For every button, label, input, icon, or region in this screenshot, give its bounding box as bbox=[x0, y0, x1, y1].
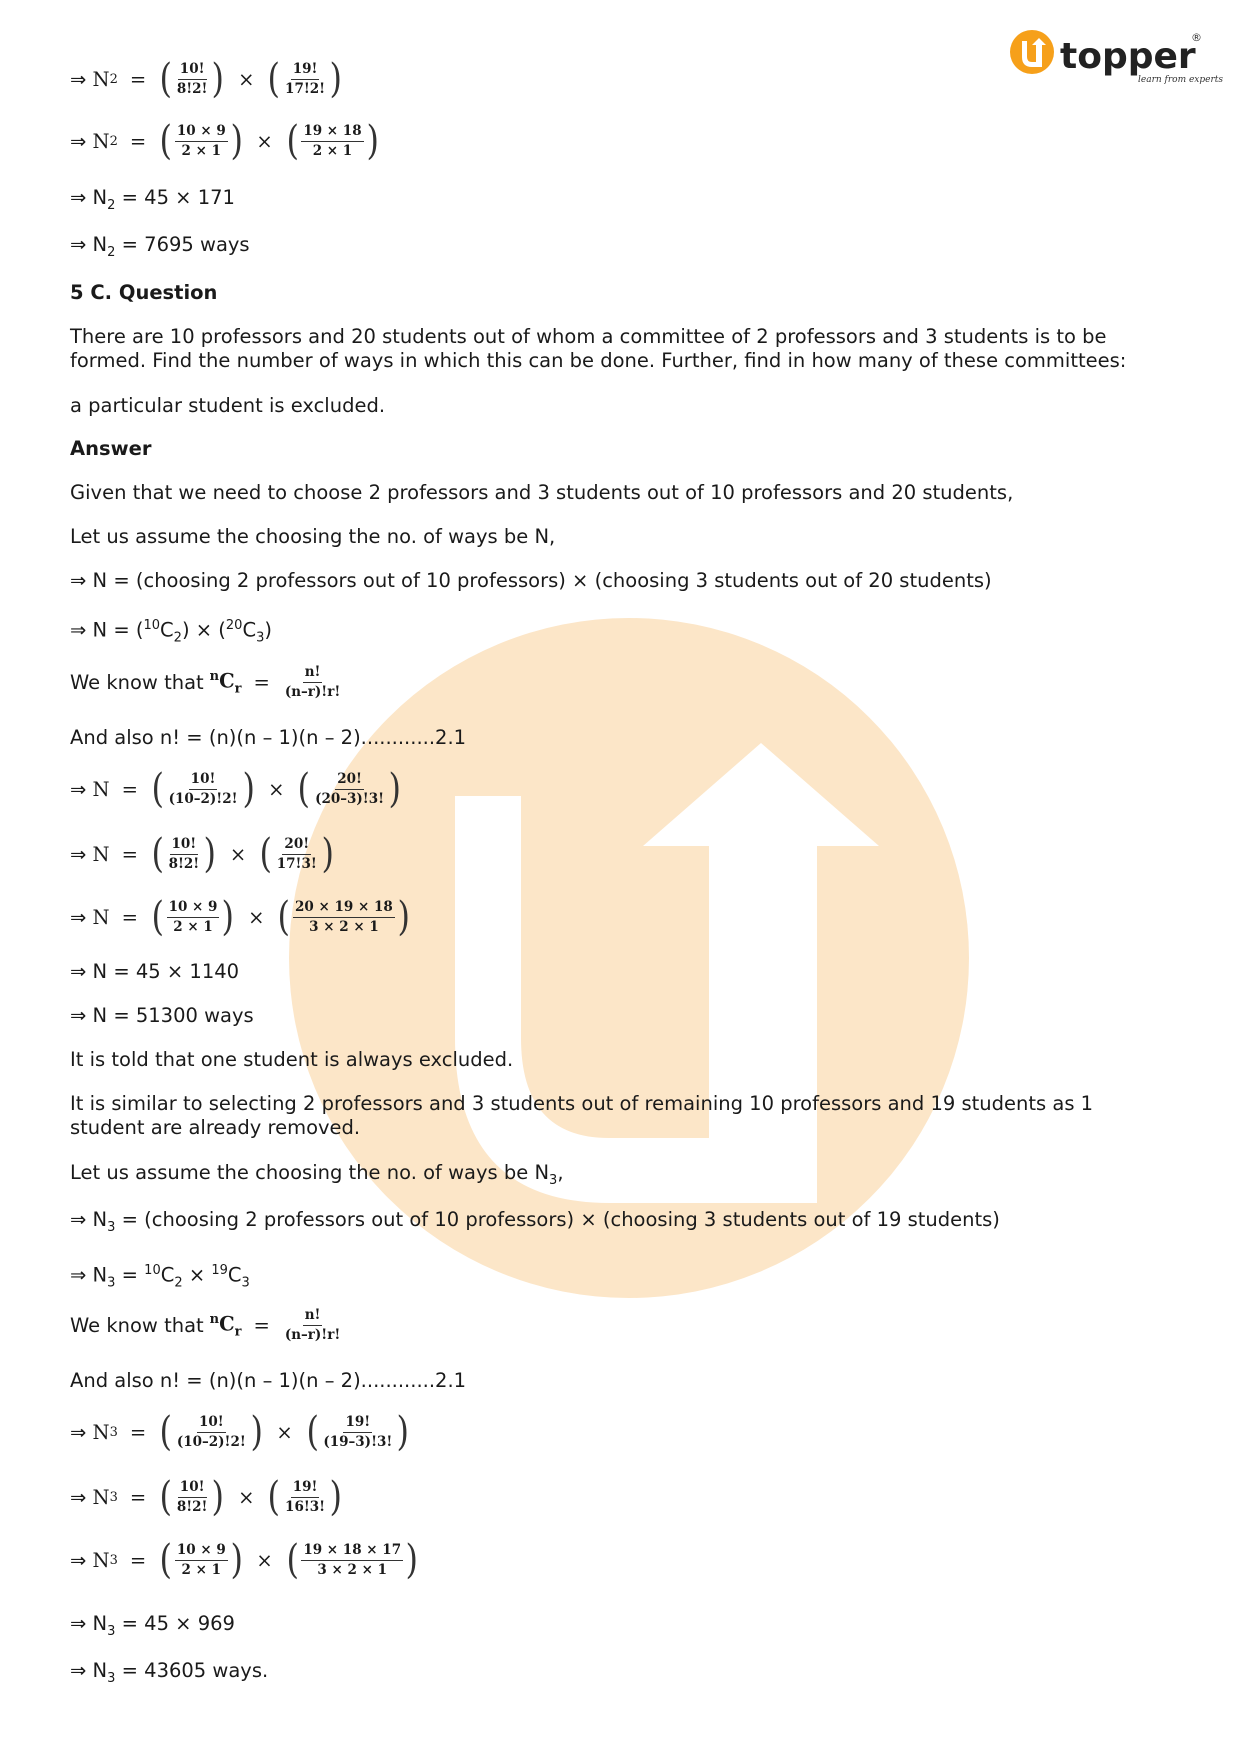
logo-registered: ® bbox=[1191, 31, 1202, 44]
question-heading: 5 C. Question bbox=[70, 281, 218, 304]
logo-wordmark: topper bbox=[1060, 36, 1196, 77]
n2-equation-2: ⇒ N 2 = ( $\frac{10 \times 9}{2 \times 1}$ ) × ( $\frac{19 \times 18}{2 \times 1}$ ) bbox=[70, 118, 379, 164]
similar-statement: It is similar to selecting 2 professors and 3 students out of remaining 10 professors and 19 students as 1 student are already removed. bbox=[70, 1092, 1094, 1139]
answer-n-expression: ⇒ N = (choosing 2 professors out of 10 professors) × (choosing 3 students out of 20 students) bbox=[70, 569, 992, 592]
watermark-logo bbox=[289, 618, 969, 1298]
n-equation-3: ⇒ N = ( $\frac{10 \times 9}{2 \times 1}$ ) × ( $\frac{20 \times 19 \times 18}{3 \times 2 \times 1}$ ) bbox=[70, 894, 410, 940]
factorial-definition-1: And also n! = (n)(n – 1)(n – 2)............2.1 bbox=[70, 726, 467, 749]
question-part: a particular student is excluded. bbox=[70, 394, 386, 417]
n2-result-2: ⇒ $N_2 = 7695$ ways bbox=[70, 233, 250, 260]
n3-result-2: ⇒ $N_3 = 43605$ ways. bbox=[70, 1659, 269, 1686]
answer-n-combination: ⇒ $N = (^{10}C_2) \times (^{20}C_3)$ bbox=[70, 618, 272, 646]
n3-equation-3: ⇒ N 3 = ( $\frac{10 \times 9}{2 \times 1}$ ) × ( $\frac{19 \times 18 \times 17}{3 \times 2 \times 1}$ ) bbox=[70, 1537, 419, 1583]
assume-n3: Let us assume the choosing the no. of ways be $N_3$, bbox=[70, 1161, 564, 1188]
n2-result-1: ⇒ $N_2 = 45 \times 171$ bbox=[70, 186, 235, 213]
ncr-formula-2: We know that $^nC_r$ = $\frac{n!}{(n-r)!r!}$ bbox=[70, 1307, 341, 1343]
n3-expression: ⇒ $N_3$ = (choosing 2 professors out of 10 professors) × (choosing 3 students out of 19 students) bbox=[70, 1208, 1000, 1235]
n-result-1: ⇒ N = 45 × 1140 bbox=[70, 960, 240, 983]
answer-assume-n: Let us assume the choosing the no. of ways be N, bbox=[70, 525, 556, 548]
n2-equation-1: ⇒ N 2 = ( $\frac{10!}{8!2!}$ ) × ( $\frac{19!}{17!2!}$ ) bbox=[70, 56, 343, 102]
ncr-formula-1: We know that $^nC_r$ = $\frac{n!}{(n-r)!r!}$ bbox=[70, 664, 341, 700]
topper-logo bbox=[1008, 28, 1224, 94]
n-result-2: ⇒ N = 51300 ways bbox=[70, 1004, 254, 1027]
n-equation-2: ⇒ N = ( $\frac{10!}{8!2!}$ ) × ( $\frac{20!}{17!3!}$ ) bbox=[70, 831, 334, 877]
question-text: There are 10 professors and 20 students out of whom a committee of 2 professors and 3 students is to be formed. Find the number of ways in which this can be done. Further, find in how many of these committees: bbox=[70, 325, 1127, 372]
excluded-statement: It is told that one student is always excluded. bbox=[70, 1048, 514, 1071]
logo-tagline: learn from experts bbox=[1138, 75, 1224, 85]
n3-result-1: ⇒ $N_3 = 45 \times 969$ bbox=[70, 1612, 235, 1639]
n-equation-1: ⇒ N = ( $\frac{10!}{(10-2)!2!}$ ) × ( $\frac{20!}{(20-3)!3!}$ ) bbox=[70, 766, 402, 812]
n3-combination: ⇒ $N_3 = ^{10}C_2 \times ^{19}C_3$ bbox=[70, 1263, 250, 1291]
n3-equation-2: ⇒ N 3 = ( $\frac{10!}{8!2!}$ ) × ( $\frac{19!}{16!3!}$ ) bbox=[70, 1474, 343, 1520]
answer-given: Given that we need to choose 2 professors and 3 students out of 10 professors and 20 students, bbox=[70, 481, 1014, 504]
answer-heading: Answer bbox=[70, 437, 152, 460]
n3-equation-1: ⇒ N 3 = ( $\frac{10!}{(10-2)!2!}$ ) × ( $\frac{19!}{(19-3)!3!}$ ) bbox=[70, 1409, 410, 1455]
factorial-definition-2: And also n! = (n)(n – 1)(n – 2)............2.1 bbox=[70, 1369, 467, 1392]
